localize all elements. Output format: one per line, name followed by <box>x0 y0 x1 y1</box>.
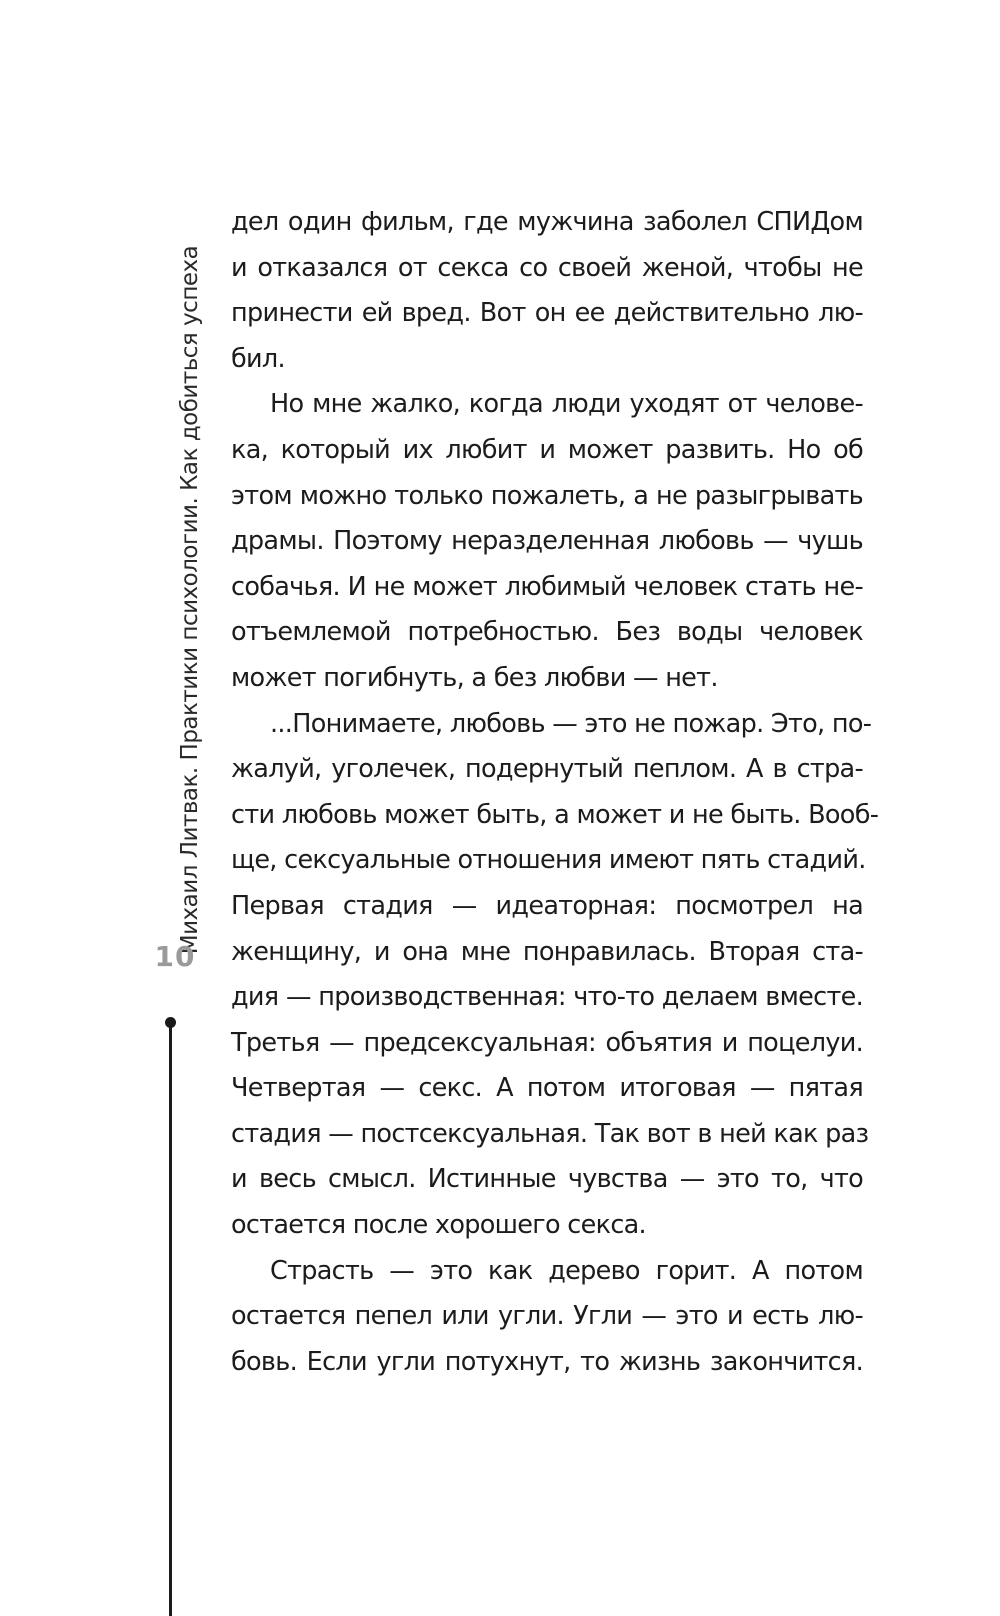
paragraph <box>231 200 863 382</box>
text-line: ...Понимаете, любовь — это не пожар. Это, по- <box>270 708 872 739</box>
margin-rule-line <box>169 1024 172 1616</box>
text-line: ка, который их любит и может развить. Но об <box>231 434 863 465</box>
text-line: и отказался от секса со своей женой, чтобы не <box>231 252 863 283</box>
text-line: Страсть — это как дерево горит. А потом <box>270 1255 863 1286</box>
text-line: отъемлемой потребностью. Без воды человек <box>231 617 863 648</box>
text-line: дел один фильм, где мужчина заболел СПИДом <box>231 207 863 237</box>
paragraph <box>231 1249 863 1386</box>
text-line: ще, сексуальные отношения имеют пять стадий. <box>231 845 866 876</box>
text-line: Четвертая — секс. А потом итоговая — пятая <box>231 1073 863 1104</box>
text-line: сти любовь может быть, а может и не быть. Вооб- <box>231 799 879 830</box>
text-line: этом можно только пожалеть, а не разыгрывать <box>231 480 863 511</box>
text-line: Третья — предсексуальная: объятия и поцелуи. <box>231 1027 863 1058</box>
text-line: остается пепел или угли. Угли — это и есть лю- <box>231 1301 863 1332</box>
text-line: принести ей вред. Вот он ее действительно лю- <box>231 298 863 329</box>
text-line: собачья. И не может любимый человек стать не- <box>231 571 863 602</box>
text-line: стадия — постсексуальная. Так вот в ней как раз <box>231 1118 869 1149</box>
paragraph <box>231 382 863 701</box>
page-number: 10 <box>154 940 196 973</box>
text-line: бовь. Если угли потухнут, то жизнь закончится. <box>231 1346 863 1377</box>
body-text <box>231 200 879 1385</box>
text-line: дия — производственная: что-то делаем вместе. <box>231 982 863 1013</box>
paragraph <box>231 702 879 1249</box>
text-line: женщину, и она мне понравилась. Вторая ста- <box>231 936 863 967</box>
text-line: бил. <box>231 343 285 374</box>
text-line: остается после хорошего секса. <box>231 1210 646 1241</box>
text-line: и весь смысл. Истинные чувства — это то, что <box>231 1164 863 1195</box>
running-header-text: Михаил Литвак. Практики психологии. Как добиться успеха <box>177 245 203 955</box>
text-line: Первая стадия — идеаторная: посмотрел на <box>231 890 863 921</box>
text-line: Но мне жалко, когда люди уходят от челове- <box>270 389 863 420</box>
text-line: жалуй, уголечек, подернутый пеплом. А в стра- <box>231 754 863 785</box>
text-line: драмы. Поэтому неразделенная любовь — чушь <box>231 526 863 557</box>
text-line: может погибнуть, а без любви — нет. <box>231 662 718 693</box>
